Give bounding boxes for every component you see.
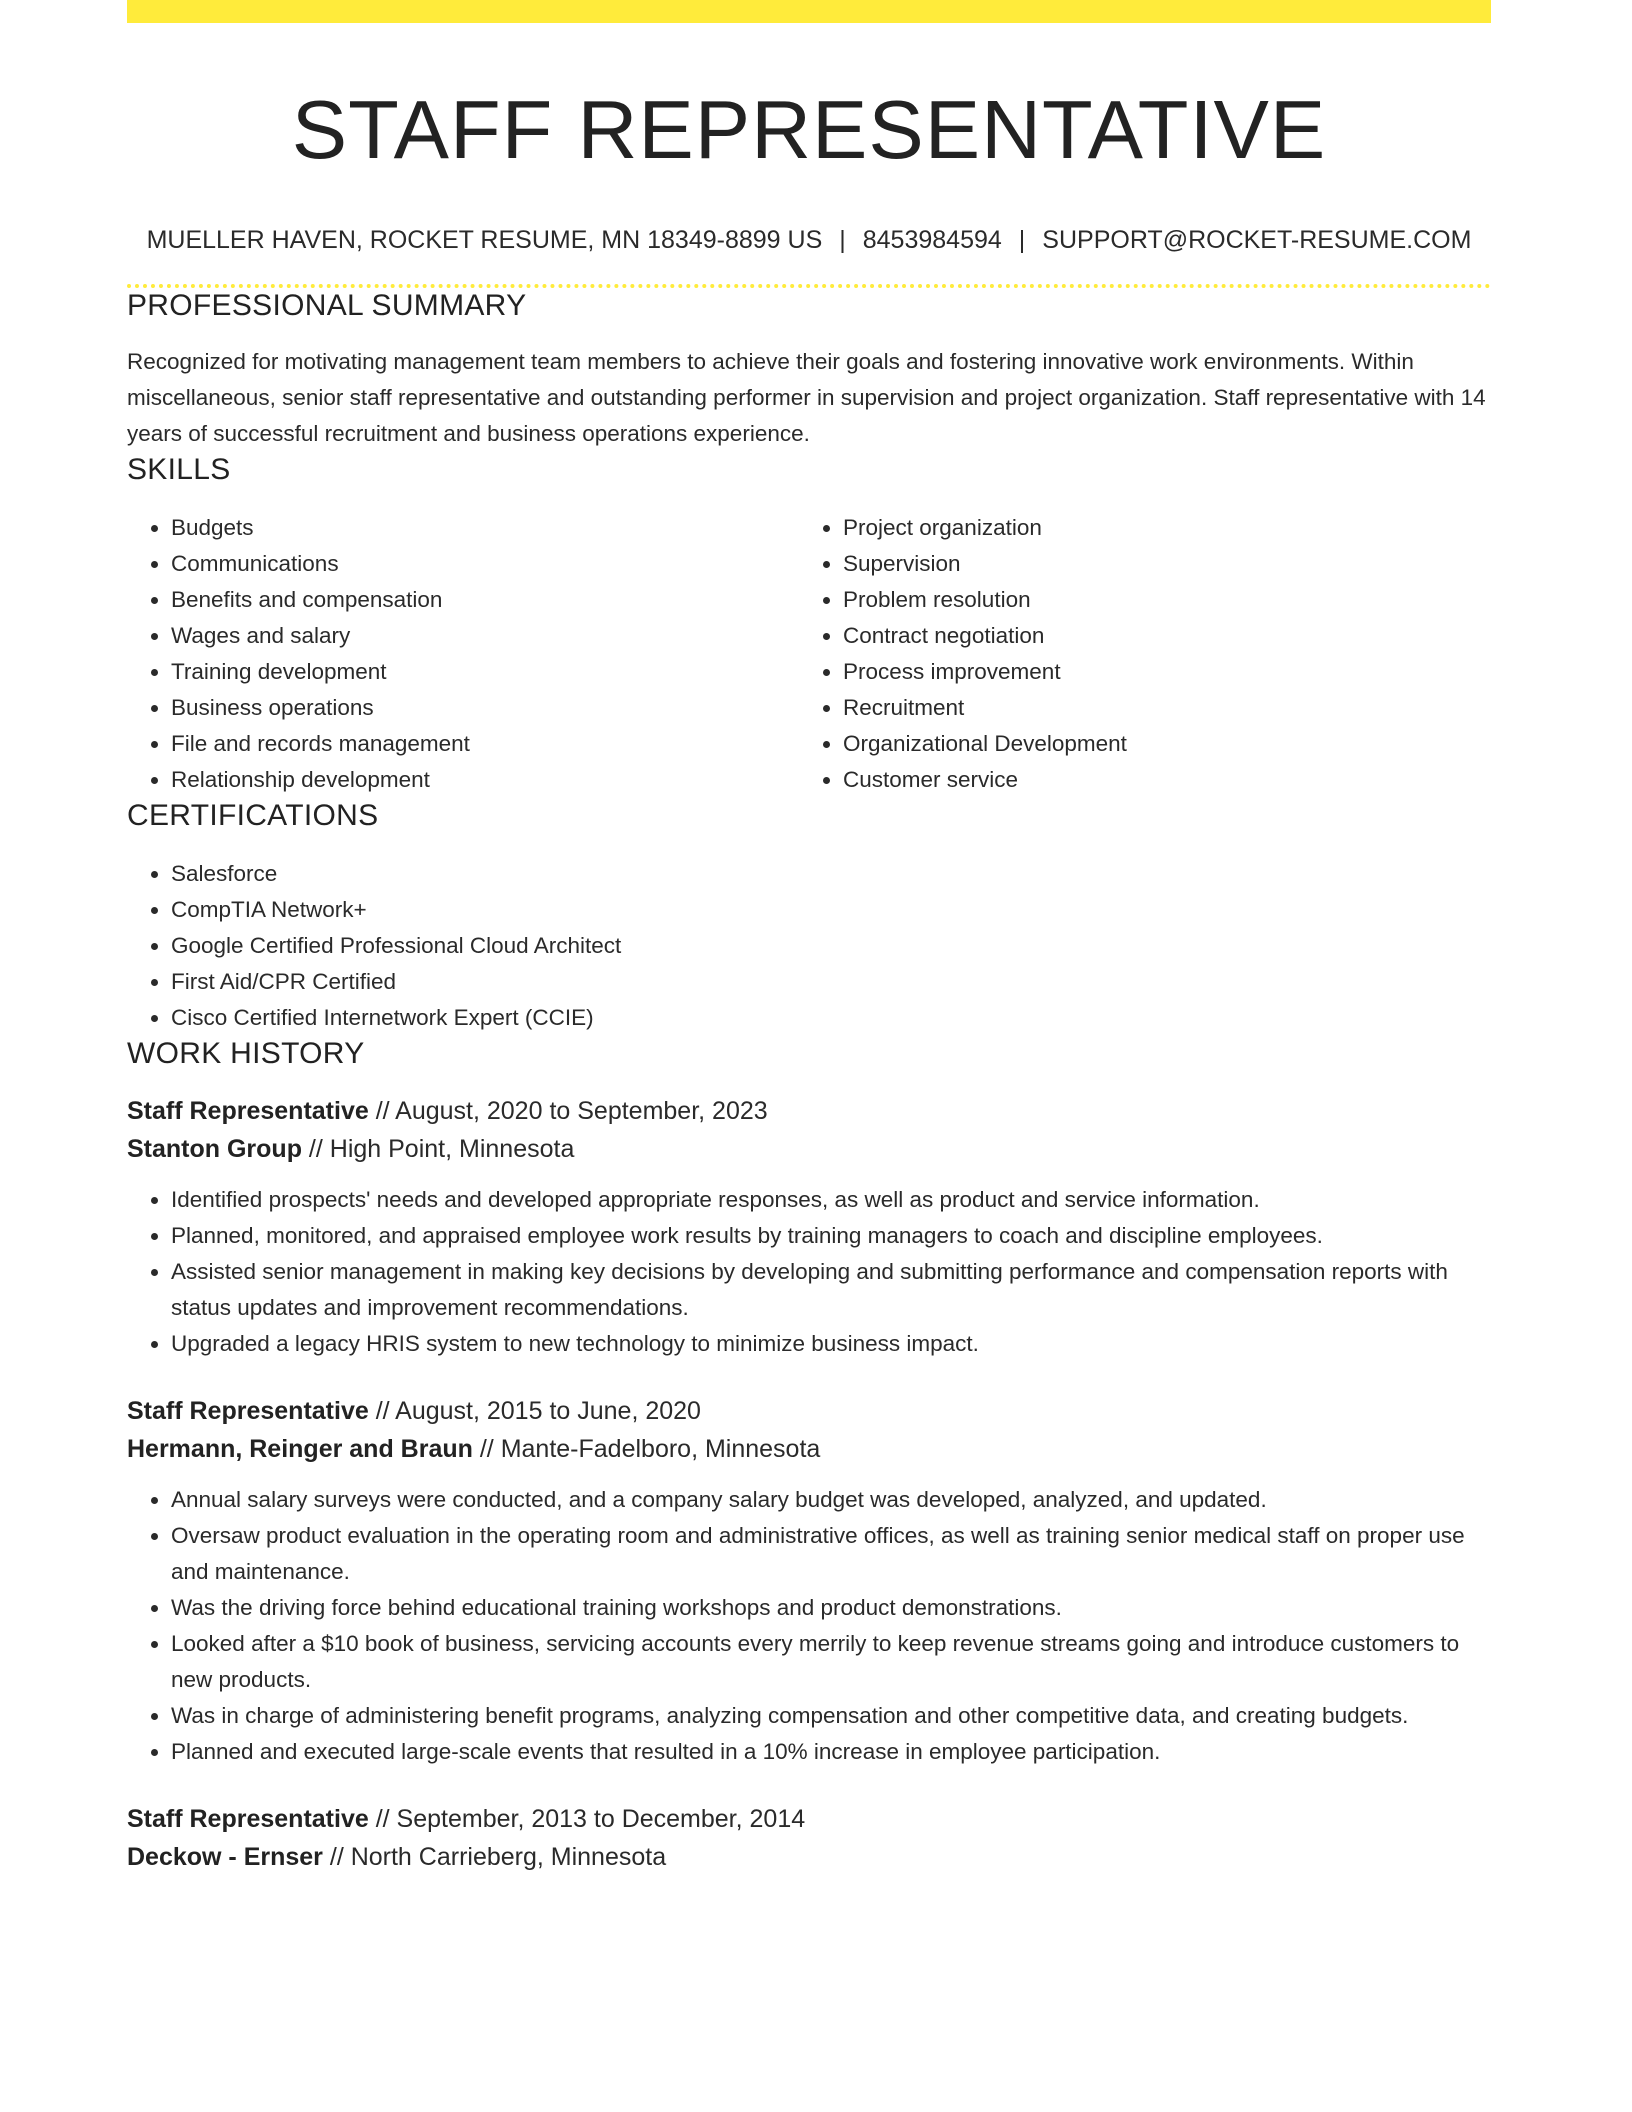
job-bullet: • Planned and executed large-scale events that resulted in a 10% increase in employee participation.	[171, 1734, 1491, 1770]
job-dates: // August, 2015 to June, 2020	[368, 1397, 701, 1425]
job-company-line	[127, 1838, 1491, 1876]
skill-item: • File and records management	[171, 726, 799, 762]
skill-item: • Problem resolution	[843, 582, 1471, 618]
certifications-list	[127, 856, 1491, 1036]
job-bullet: • Planned, monitored, and appraised employee work results by training managers to coach and discipline employees.	[171, 1218, 1491, 1254]
job-bullet: • Annual salary surveys were conducted, and a company salary budget was developed, analyzed, and updated.	[171, 1482, 1491, 1518]
skill-item: • Communications	[171, 546, 799, 582]
job-company-line	[127, 1430, 1491, 1468]
contact-separator: |	[839, 226, 846, 254]
certification-item: • CompTIA Network+	[171, 892, 1491, 928]
job-bullet-list	[127, 1182, 1491, 1362]
contact-line	[127, 224, 1491, 256]
contact-email[interactable]: SUPPORT@ROCKET-RESUME.COM	[1042, 226, 1472, 254]
job-role: Staff Representative	[127, 1805, 369, 1833]
job-dates: // August, 2020 to September, 2023	[368, 1097, 768, 1125]
skill-item: • Contract negotiation	[843, 618, 1471, 654]
skills-grid	[127, 510, 1491, 798]
job-bullet: • Was the driving force behind educational training workshops and product demonstrations.	[171, 1590, 1491, 1626]
skill-item: • Process improvement	[843, 654, 1471, 690]
job-bullet: • Was in charge of administering benefit programs, analyzing compensation and other competitive data, and creating budgets.	[171, 1698, 1491, 1734]
job-bullet: • Oversaw product evaluation in the operating room and administrative offices, as well as training senior medical staff on proper use and maintenance.	[171, 1518, 1491, 1590]
contact-separator: |	[1018, 226, 1026, 254]
candidate-name: STAFF REPRESENTATIVE	[291, 83, 1327, 176]
summary-heading: PROFESSIONAL SUMMARY	[127, 289, 527, 322]
job-company: Deckow - Ernser	[127, 1843, 323, 1871]
job-title-line	[127, 1092, 1491, 1130]
job-company: Hermann, Reinger and Braun	[127, 1435, 473, 1463]
certifications-heading: CERTIFICATIONS	[127, 799, 379, 832]
job-title-line	[127, 1392, 1491, 1430]
job-role: Staff Representative	[127, 1397, 369, 1425]
job-bullet: • Identified prospects' needs and developed appropriate responses, as well as product and service information.	[171, 1182, 1491, 1218]
certification-item: • First Aid/CPR Certified	[171, 964, 1491, 1000]
summary-text: Recognized for motivating management team members to achieve their goals and fostering innovative work environments. Within miscellaneous, senior staff representative and outstanding performer in supervision and project organization. Staff representative with 14 years of successful recruitment and business operations experience.	[127, 349, 1486, 446]
job-location: // High Point, Minnesota	[301, 1135, 575, 1163]
certification-item: • Cisco Certified Internetwork Expert (CCIE)	[171, 1000, 1491, 1036]
skill-item: • Relationship development	[171, 762, 799, 798]
skill-item: • Business operations	[171, 690, 799, 726]
job-bullet: • Assisted senior management in making key decisions by developing and submitting performance and compensation reports with status updates and improvement recommendations.	[171, 1254, 1491, 1326]
skill-item: • Supervision	[843, 546, 1471, 582]
job-role: Staff Representative	[127, 1097, 369, 1125]
skill-item: • Budgets	[171, 510, 799, 546]
certification-item: • Salesforce	[171, 856, 1491, 892]
job-dates: // September, 2013 to December, 2014	[368, 1805, 806, 1833]
skill-item: • Project organization	[843, 510, 1471, 546]
job-bullet-list	[127, 1482, 1491, 1770]
job-bullet: • Upgraded a legacy HRIS system to new technology to minimize business impact.	[171, 1326, 1491, 1362]
job-title-line	[127, 1800, 1491, 1838]
skills-column-right	[799, 510, 1471, 798]
skill-item: • Organizational Development	[843, 726, 1471, 762]
skill-item: • Training development	[171, 654, 799, 690]
certification-item: • Google Certified Professional Cloud Architect	[171, 928, 1491, 964]
job-company-line	[127, 1130, 1491, 1168]
contact-phone: 8453984594	[862, 226, 1002, 254]
skill-item: • Wages and salary	[171, 618, 799, 654]
job-bullet: • Looked after a $10 book of business, servicing accounts every merrily to keep revenue streams going and introduce customers to new products.	[171, 1626, 1491, 1698]
job-company: Stanton Group	[127, 1135, 302, 1163]
skill-item: • Benefits and compensation	[171, 582, 799, 618]
skills-heading: SKILLS	[127, 453, 231, 486]
job-location: // Mante-Fadelboro, Minnesota	[472, 1435, 821, 1463]
skill-item: • Customer service	[843, 762, 1471, 798]
work-history-heading: WORK HISTORY	[127, 1037, 365, 1070]
contact-address: MUELLER HAVEN, ROCKET RESUME, MN 18349-8899 US	[146, 226, 823, 254]
resume-content	[127, 0, 1491, 1876]
skills-column-left	[127, 510, 799, 798]
job-location: // North Carrieberg, Minnesota	[322, 1843, 667, 1871]
skill-item: • Recruitment	[843, 690, 1471, 726]
